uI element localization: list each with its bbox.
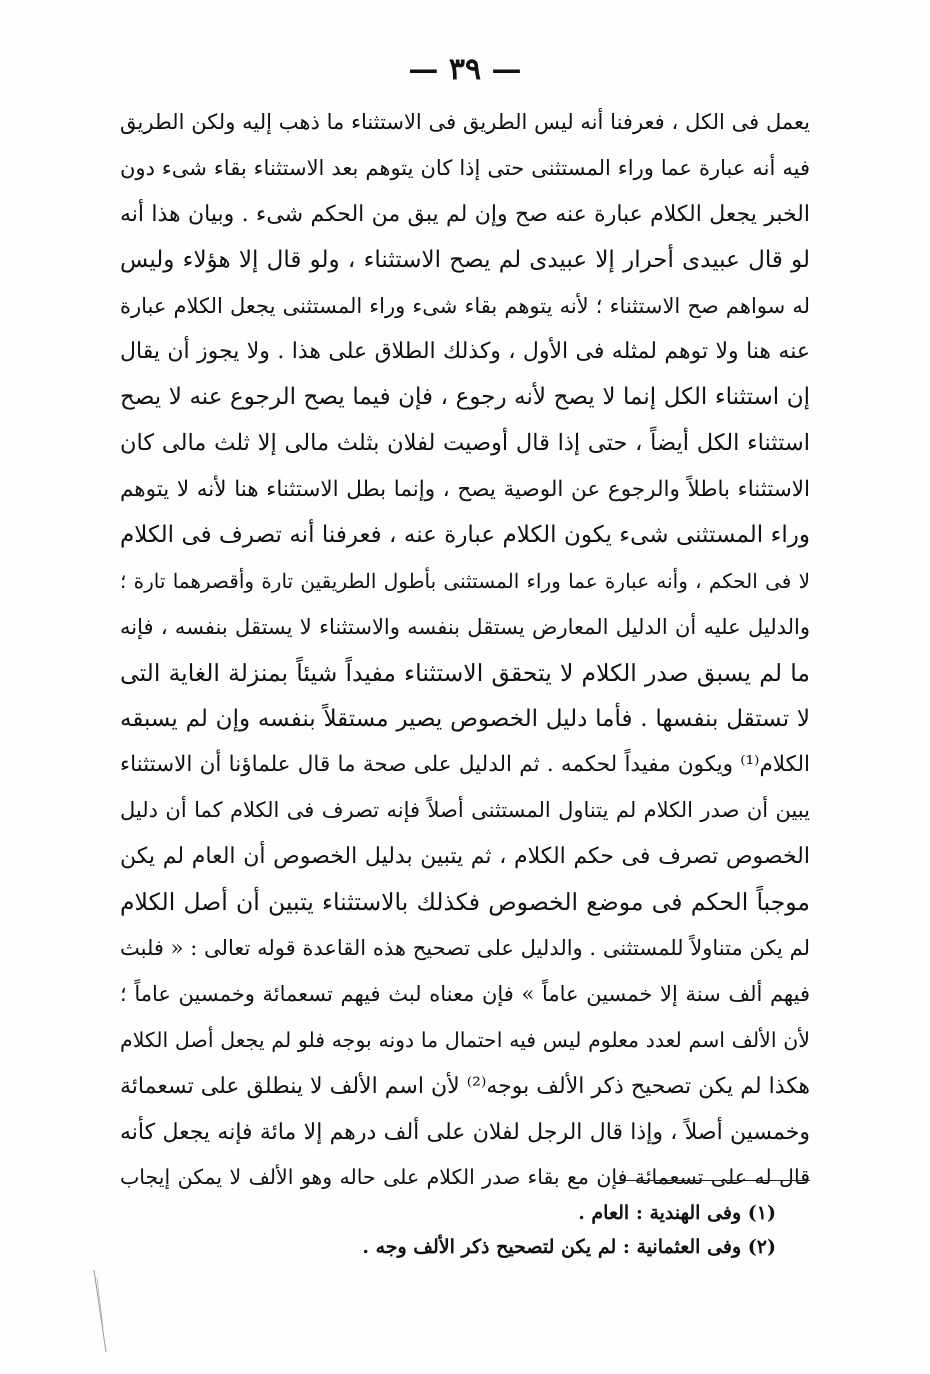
page-number: — ٣٩ — [408, 52, 522, 87]
text-line: إن استثناء الكل إنما لا يصح لأنه رجوع ، فإن فيما يصح الرجوع عنه لا يصح [120, 384, 810, 411]
footnote-separator [620, 1180, 810, 1181]
text-line: الاستثناء باطلاً والرجوع عن الوصية يصح ، وإنما بطل الاستثناء هنا لأنه لا يتوهم [120, 477, 810, 503]
footnote-1: (١) وفى الهندية : العام . [578, 1202, 776, 1224]
text-line: قال له على تسعمائة فإن مع بقاء صدر الكلام على حاله وهو الألف لا يمكن إيجاب [120, 1165, 810, 1190]
text-line: لا تستقل بنفسها . فأما دليل الخصوص يصير مستقلاً بنفسه وإن لم يسبقه [120, 705, 810, 732]
text-line: استثناء الكل أيضاً ، حتى إذا قال أوصيت لفلان بثلث مالى إلا ثلث مالى كان [120, 430, 810, 457]
text-line: لم يكن متناولاً للمستثنى . والدليل على تصحيح هذه القاعدة قوله تعالى : « فلبث [120, 936, 810, 961]
text-line: وخمسين أصلاً ، وإذا قال الرجل لفلان على ألف درهم إلا مائة فإنه يجعل كأنه [120, 1119, 810, 1145]
footnotes [120, 1196, 810, 1264]
text-line: عنه هنا ولا توهم لمثله فى الأول ، وكذلك الطلاق على هذا . ولا يجوز أن يقال [120, 339, 810, 365]
scan-edge-mark [92, 1268, 110, 1354]
text-line: يبين أن صدر الكلام لم يتناول المستثنى أصلاً فإنه تصرف فى الكلام كما أن دليل [120, 798, 810, 823]
text-line: موجباً الحكم فى موضع الخصوص فكذلك بالاستثناء يتبين أن أصل الكلام [120, 888, 810, 917]
text-line: وراء المستثنى شىء يكون الكلام عبارة عنه ، فعرفنا أنه تصرف فى الكلام [120, 522, 810, 549]
text-line: لا فى الحكم ، وأنه عبارة عما وراء المستثنى بأطول الطريقين تارة وأقصرهما تارة ؛ [120, 568, 810, 593]
text-line: لأن الألف اسم لعدد معلوم ليس فيه احتمال ما دونه بوجه فلو لم يجعل أصل الكلام [120, 1027, 810, 1052]
text-line: الخصوص تصرف فى حكم الكلام ، ثم يتبين بدليل الخصوص أن العام لم يكن [120, 844, 810, 870]
text-line: فيه أنه عبارة عما وراء المستثنى حتى إذا كان يتوهم بعد الاستثناء بقاء شىء دون [120, 155, 810, 180]
text-line: فيهم ألف سنة إلا خمسين عاماً » فإن معناه لبث فيهم تسعمائة وخمسين عاماً ؛ [120, 981, 810, 1006]
text-line: لو قال عبيدى أحرار إلا عبيدى لم يصح الاستثناء ، ولو قال إلا هؤلاء وليس [120, 246, 810, 273]
footnote-2: (٢) وفى العثمانية : لم يكن لتصحيح ذكر الألف وجه . [362, 1236, 776, 1258]
text-line: الخبر يجعل الكلام عبارة عنه صح وإن لم يبق من الحكم شىء . وبيان هذا أنه [120, 201, 810, 227]
text-line: هكذا لم يكن تصحيح ذكر الألف بوجه⁽²⁾ لأن اسم الألف لا ينطلق على تسعمائة [120, 1073, 810, 1099]
text-line: والدليل عليه أن الدليل المعارض يستقل بنفسه والاستثناء لا يستقل بنفسه ، فإنه [120, 614, 810, 639]
text-line: ما لم يسبق صدر الكلام لا يتحقق الاستثناء مفيداً شيئاً بمنزلة الغاية التى [120, 658, 810, 687]
main-text-block [120, 100, 810, 1201]
text-line: يعمل فى الكل ، فعرفنا أنه ليس الطريق فى الاستثناء ما ذهب إليه ولكن الطريق [120, 110, 810, 134]
text-line: الكلام⁽¹⁾ ويكون مفيداً لحكمه . ثم الدليل على صحة ما قال علماؤنا أن الاستثناء [120, 752, 810, 778]
text-line: له سواهم صح الاستثناء ؛ لأنه يتوهم بقاء شىء وراء المستثنى يجعل الكلام عبارة [120, 293, 810, 318]
